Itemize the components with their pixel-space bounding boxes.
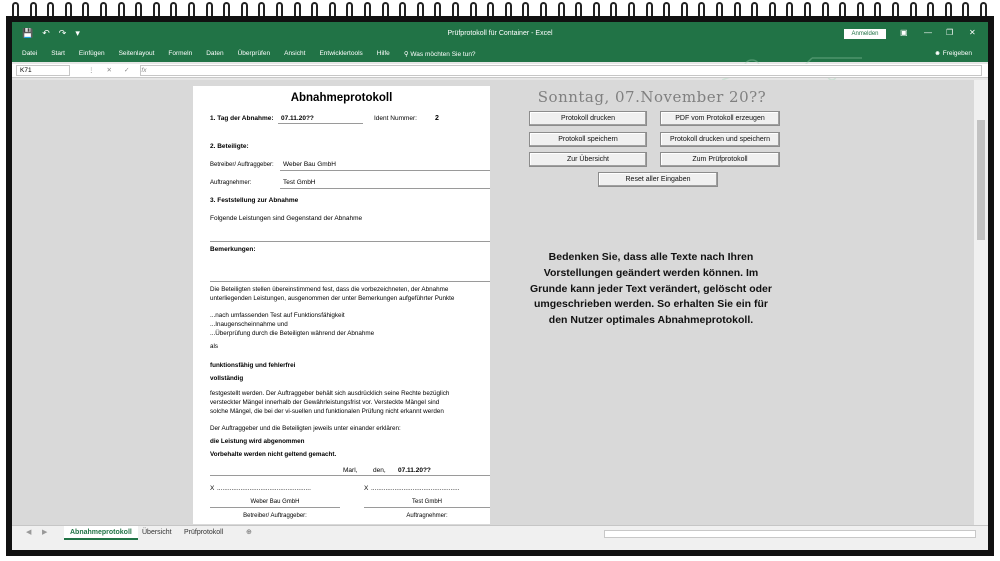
contractor-label: Auftragnehmer: bbox=[210, 180, 252, 186]
date-header: Sonntag, 07.November 20?? bbox=[537, 88, 767, 106]
signature-right-x: X bbox=[364, 485, 369, 492]
tell-me-label: Was möchten Sie tun? bbox=[410, 51, 476, 58]
tab-abnahmeprotokoll[interactable]: Abnahmeprotokoll bbox=[64, 526, 138, 540]
ribbon-tabs bbox=[12, 44, 988, 62]
day-label: 1. Tag der Abnahme: bbox=[210, 115, 274, 122]
vertical-scrollbar[interactable] bbox=[974, 80, 988, 525]
declare-line: Der Auftraggeber und die Beteiligten jeweils unter einander erklären: bbox=[210, 425, 401, 432]
complete-text: vollständig bbox=[210, 375, 244, 382]
ribbon-tab-entwicklertools[interactable]: Entwicklertools bbox=[319, 50, 363, 57]
sign-date[interactable]: 07.11.20?? bbox=[398, 467, 431, 474]
ribbon-display-icon[interactable]: ▣ bbox=[900, 28, 908, 37]
overview-button[interactable]: Zur Übersicht bbox=[529, 152, 647, 167]
tell-me-search[interactable] bbox=[404, 50, 476, 58]
ribbon-tab-hilfe[interactable]: Hilfe bbox=[376, 50, 390, 57]
undo-icon[interactable]: ↶ bbox=[42, 28, 50, 38]
signature-right-role: Auftragnehmer: bbox=[406, 513, 448, 519]
sheet-tab-bar bbox=[12, 525, 988, 541]
operator-underline bbox=[280, 170, 490, 171]
findings-heading: 3. Feststellung zur Abnahme bbox=[210, 197, 299, 204]
ribbon-tab-daten[interactable]: Daten bbox=[206, 50, 224, 57]
signature-left-name: Weber Bau GmbH bbox=[250, 499, 300, 505]
als-text: als bbox=[210, 343, 219, 350]
cancel-icon[interactable]: ✕ bbox=[106, 67, 112, 74]
ribbon-tab-seitenlayout[interactable]: Seitenlayout bbox=[118, 50, 155, 57]
lightbulb-icon: ⚲ bbox=[403, 51, 409, 58]
maximize-icon[interactable]: ❐ bbox=[946, 28, 954, 37]
ribbon-tab-formeln[interactable]: Formeln bbox=[168, 50, 193, 57]
ribbon-tab-einfuegen[interactable]: Einfügen bbox=[78, 50, 105, 57]
remarks-underline bbox=[210, 281, 490, 282]
signature-right-line bbox=[364, 507, 490, 508]
more-options-icon[interactable]: ⋮ bbox=[88, 67, 95, 74]
customize-toolbar-icon[interactable]: ▾ bbox=[75, 28, 80, 38]
minimize-icon[interactable]: — bbox=[924, 28, 932, 37]
participants-heading: 2. Beteiligte: bbox=[210, 143, 249, 150]
add-sheet-icon[interactable]: ⊕ bbox=[246, 529, 252, 536]
save-icon[interactable]: 💾 bbox=[22, 28, 34, 38]
share-label: Freigeben bbox=[942, 50, 972, 57]
signature-left-role: Betreiber/ Auftraggeber: bbox=[243, 513, 307, 519]
tab-uebersicht[interactable]: Übersicht bbox=[142, 529, 172, 536]
ribbon-tab-ansicht[interactable]: Ansicht bbox=[284, 50, 306, 57]
formula-icons bbox=[88, 65, 146, 76]
tab-scroll-left-icon[interactable]: ◀ bbox=[26, 529, 32, 536]
status-bar bbox=[12, 541, 988, 550]
rights-line-2: versteckter Mängel innerhalb der Gewährleistungsfrist vor. Versteckte Mängel sind bbox=[210, 399, 440, 406]
services-text: Folgende Leistungen sind Gegenstand der Abnahme bbox=[210, 215, 363, 222]
enter-icon[interactable]: ✓ bbox=[123, 67, 130, 74]
person-icon: ☻ bbox=[934, 50, 941, 57]
accepted-text: die Leistung wird abgenommen bbox=[210, 438, 305, 445]
window-title: Prüfprotokoll für Container - Excel bbox=[447, 30, 553, 37]
insert-function-icon[interactable]: fx bbox=[141, 67, 147, 74]
horizontal-scrollbar[interactable] bbox=[604, 530, 976, 538]
rights-line-1: festgestellt werden. Der Auftraggeber behält sich ausdrücklich seine Rechte bezüglich bbox=[210, 390, 450, 397]
contractor-value[interactable]: Test GmbH bbox=[283, 179, 316, 186]
ribbon-tab-ueberpruefen[interactable]: Überprüfen bbox=[237, 50, 271, 57]
print-protocol-button[interactable]: Protokoll drucken bbox=[529, 111, 647, 126]
reset-button[interactable]: Reset aller Eingaben bbox=[598, 172, 718, 187]
check-line-3: ...Überprüfung durch die Beteiligten während der Abnahme bbox=[210, 330, 375, 337]
redo-icon[interactable]: ↷ bbox=[58, 28, 67, 38]
signature-left-dots: .................................................... bbox=[217, 485, 311, 492]
check-line-1: ...nach umfassenden Test auf Funktionsfähigkeit bbox=[210, 312, 345, 319]
share-button[interactable] bbox=[934, 50, 972, 57]
check-line-2: ...Inaugenscheinnahme und bbox=[210, 321, 288, 328]
ident-label: Ident Nummer: bbox=[374, 115, 417, 122]
place-text: Marl, bbox=[343, 467, 358, 474]
ribbon-tab-datei[interactable]: Datei bbox=[22, 50, 38, 57]
contractor-underline bbox=[280, 188, 490, 189]
ident-value[interactable]: 2 bbox=[435, 115, 439, 122]
reservations-text: Vorbehalte werden nicht geltend gemacht. bbox=[210, 451, 337, 458]
print-and-save-button[interactable]: Protokoll drucken und speichern bbox=[660, 132, 780, 147]
protocol-page bbox=[193, 86, 490, 524]
protocol-title: Abnahmeprotokoll bbox=[290, 92, 393, 104]
close-icon[interactable]: ✕ bbox=[969, 28, 976, 37]
operator-label: Betreiber/ Auftraggeber: bbox=[210, 162, 274, 168]
name-box[interactable]: K71 bbox=[16, 65, 70, 76]
operator-value[interactable]: Weber Bau GmbH bbox=[283, 161, 336, 168]
functional-text: funktionsfähig und fehlerfrei bbox=[210, 362, 296, 369]
place-underline bbox=[210, 475, 490, 476]
ribbon-tab-list bbox=[22, 50, 476, 58]
remarks-heading: Bemerkungen: bbox=[210, 246, 256, 253]
agreement-line-1: Die Beteiligten stellen übereinstimmend fest, dass die vorbezeichneten, der Abnahme bbox=[210, 286, 449, 293]
signature-right-dots: ................................................. bbox=[371, 485, 460, 492]
excel-window bbox=[12, 22, 988, 550]
services-underline bbox=[210, 241, 490, 242]
day-underline bbox=[278, 123, 363, 124]
save-protocol-button[interactable]: Protokoll speichern bbox=[529, 132, 647, 147]
info-note: Bedenken Sie, dass alle Texte nach Ihren Vorstellungen geändert werden können. Im Grunde kann jeder Text verändert, gelöscht oder umgeschrieben werden. So erhalten Sie ein für den Nutzer optimales Abnahmeprotokoll. bbox=[530, 251, 772, 327]
formula-input[interactable] bbox=[140, 65, 982, 76]
formula-bar bbox=[12, 64, 988, 78]
signature-left-x: X bbox=[210, 485, 215, 492]
vertical-scroll-thumb[interactable] bbox=[977, 120, 985, 240]
den-text: den, bbox=[373, 467, 386, 474]
rights-line-3: solche Mängel, die bei der vi-suellen und funktionalen Prüfung nicht erkannt werden bbox=[210, 408, 444, 415]
signature-left-line bbox=[210, 507, 340, 508]
signature-right-name: Test GmbH bbox=[411, 499, 442, 505]
sheet-area[interactable] bbox=[12, 80, 974, 525]
ribbon-tab-start[interactable]: Start bbox=[51, 50, 65, 57]
test-protocol-button[interactable]: Zum Prüfprotokoll bbox=[660, 152, 780, 167]
sign-in-button[interactable]: Anmelden bbox=[844, 29, 886, 39]
tab-scroll-right-icon[interactable]: ▶ bbox=[42, 529, 48, 536]
tab-pruefprotokoll[interactable]: Prüfprotokoll bbox=[184, 529, 224, 536]
title-bar bbox=[12, 22, 988, 44]
agreement-line-2: unterliegenden Leistungen, ausgenommen der unter Bemerkungen aufgeführter Punkte bbox=[210, 295, 455, 302]
create-pdf-button[interactable]: PDF vom Protokoll erzeugen bbox=[660, 111, 780, 126]
day-value[interactable]: 07.11.20?? bbox=[281, 115, 314, 122]
